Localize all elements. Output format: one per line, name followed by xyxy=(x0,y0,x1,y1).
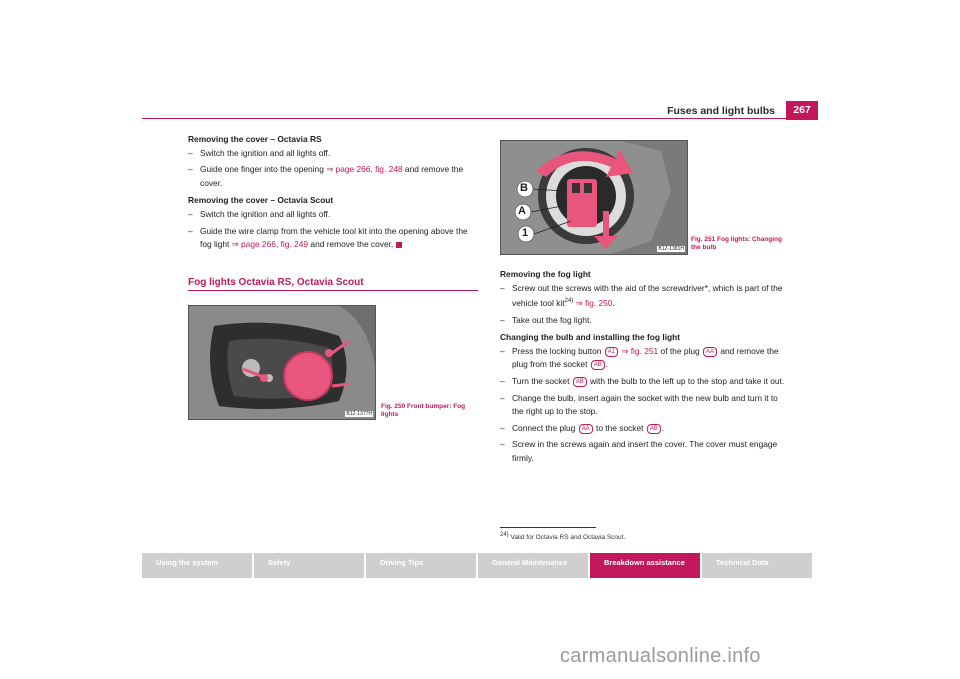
section-rule xyxy=(188,290,478,291)
end-marker-icon xyxy=(396,242,402,248)
figure-link[interactable]: ⇒ fig. 251 xyxy=(621,345,659,356)
callout-1: 1 xyxy=(522,227,529,239)
step: – Screw in the screws again and insert the cover. The cover must engage firmly. xyxy=(500,439,778,463)
step: – Press the locking button A1 ⇒ fig. 251 of the plug AA and remove the plug from the socket AB . xyxy=(500,345,779,370)
figure-250-caption: Fig. 250 Front bumper: Fog lights xyxy=(381,403,466,418)
step: – Guide one finger into the opening ⇒ page 266, fig. 248 and remove the cover. xyxy=(188,164,464,188)
footnote-rule xyxy=(500,527,596,528)
section-title: Fog lights Octavia RS, Octavia Scout xyxy=(188,277,364,288)
callout-ref: AB xyxy=(573,377,587,387)
figure-code: B1Z-1381H xyxy=(658,246,684,252)
step: – Switch the ignition and all lights off. xyxy=(188,147,331,158)
step: – Connect the plug AA to the socket AB . xyxy=(500,422,665,433)
step: – Turn the socket AB with the bulb to the left up to the stop and take it out. xyxy=(500,375,785,386)
figure-link[interactable]: ⇒ fig. 250 xyxy=(575,297,613,308)
tab-breakdown-assistance[interactable]: Breakdown assistance xyxy=(590,553,700,578)
callout-ref: AA xyxy=(579,424,593,434)
subheading: Removing the fog light xyxy=(500,269,591,279)
subheading: Removing the cover – Octavia Scout xyxy=(188,195,334,206)
callout-ref: A1 xyxy=(605,347,618,357)
tab-technical-data[interactable]: Technical Data xyxy=(702,553,812,578)
subheading: Removing the cover – Octavia RS xyxy=(188,134,322,144)
callout-ref: AA xyxy=(703,347,717,357)
step: – Change the bulb, insert again the socket with the new bulb and turn it to the right up to the stop. xyxy=(500,392,778,417)
page-link[interactable]: ⇒ page 266, fig. 248 xyxy=(326,164,403,175)
watermark: carmanualsonline.info xyxy=(560,645,761,667)
callout-b: B xyxy=(520,182,528,194)
subheading: Changing the bulb and installing the fog light xyxy=(500,332,681,343)
figure-251-image xyxy=(500,140,688,255)
tab-safety[interactable]: Safety xyxy=(254,553,364,578)
figure-251-caption: Fig. 251 Fog lights: Changing the bulb xyxy=(691,236,782,251)
page-header-title: Fuses and light bulbs xyxy=(667,105,775,117)
callout-a: A xyxy=(518,205,526,217)
step: – Screw out the screws with the aid of the screwdriver*, which is part of the vehicle tool kit$^{24)}$ ⇒ fig. 250. xyxy=(500,282,783,308)
tab-driving-tips[interactable]: Driving Tips xyxy=(366,553,476,578)
right-column xyxy=(500,268,790,466)
page-number: 267 xyxy=(786,101,818,120)
header-rule xyxy=(142,118,786,119)
callout-ref: AB xyxy=(591,360,605,370)
footnote: $^{24)}$ Valid for Octavia RS and Octavia Scout. xyxy=(500,532,626,542)
step: – Take out the fog light. xyxy=(500,314,592,325)
callout-ref: AB xyxy=(647,424,661,434)
step: – Switch the ignition and all lights off. xyxy=(188,208,331,219)
step: – Guide the wire clamp from the vehicle tool kit into the opening above the fog light ⇒ page 266, fig. 249 and remove the cover. xyxy=(188,225,468,250)
tab-general-maintenance[interactable]: General Maintenance xyxy=(478,553,588,578)
page-link[interactable]: ⇒ page 266, fig. 249 xyxy=(231,239,309,250)
figure-code: B1Z-1377H xyxy=(346,411,372,417)
tab-using-the-system[interactable]: Using the system xyxy=(142,553,252,578)
left-column xyxy=(188,133,478,252)
figure-250-image xyxy=(188,305,376,420)
